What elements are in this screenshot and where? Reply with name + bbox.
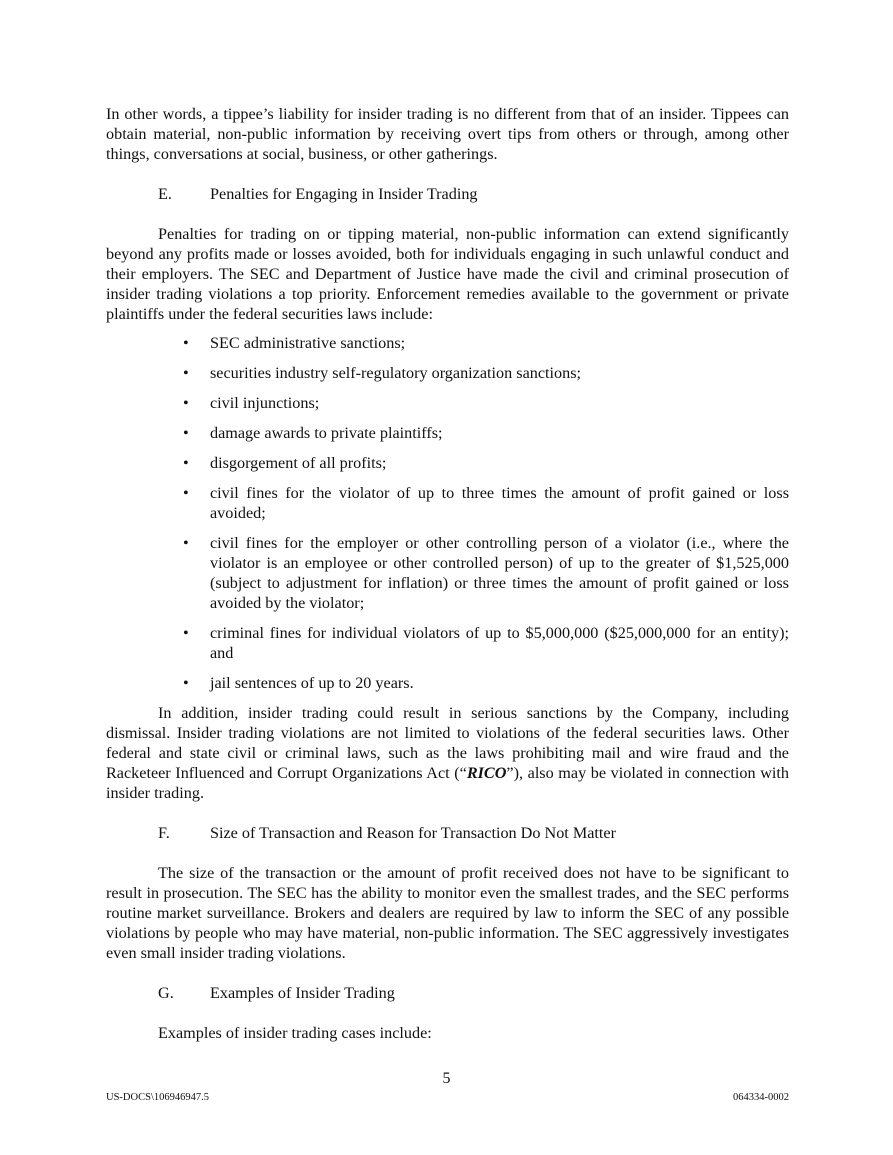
paragraph-additional-sanctions xyxy=(106,703,789,803)
additional-sanctions-text: In addition, insider trading could result in serious sanctions by the Company, including dismissal. Insider trading violations are not limited to violations of the federal securities laws. Other federal and state civil or criminal laws, such as the laws prohibiting mail and wire fraud and the Racketeer Influenced and Corrupt Organizations Act (“ xyxy=(106,704,789,782)
section-letter-e: E. xyxy=(158,185,172,203)
section-letter-f: F. xyxy=(158,824,170,842)
paragraph-penalties: Penalties for trading on or tipping material, non-public information can extend significantly beyond any profits made or losses avoided, both for individuals engaging in such unlawful conduct and their employers. The SEC and Department of Justice have made the civil and criminal prosecution of insider trading violations a top priority. Enforcement remedies available to the government or private plaintiffs under the federal securities laws include: xyxy=(106,225,789,323)
footer-doc-id: US-DOCS\106946947.5 xyxy=(106,1092,209,1103)
remedy-text: securities industry self-regulatory organization sanctions; xyxy=(210,364,582,382)
remedy-text: jail sentences of up to 20 years. xyxy=(210,674,414,692)
page-number: 5 xyxy=(442,1070,451,1087)
remedy-text: civil fines for the employer or other controlling person of a violator (i.e., where the violator is an employee or other controlled person) of up to the greater of $1,525,000 (subject to adjustment for inflation) or three times the amount of profit gained or loss avoided by the violator; xyxy=(210,534,789,612)
bullet-icon: • xyxy=(183,674,189,692)
list-item xyxy=(183,453,789,473)
bullet-icon: • xyxy=(183,624,189,642)
list-item xyxy=(183,363,789,383)
list-item xyxy=(183,623,789,663)
remedy-text: SEC administrative sanctions; xyxy=(210,334,406,352)
remedy-text: damage awards to private plaintiffs; xyxy=(210,424,443,442)
section-heading-g xyxy=(106,983,789,1003)
remedies-list xyxy=(106,333,789,693)
section-letter-g: G. xyxy=(158,984,174,1002)
remedy-text: criminal fines for individual violators of up to $5,000,000 ($25,000,000 for an entity); and xyxy=(210,624,789,662)
rico-term: RICO xyxy=(466,764,507,782)
paragraph-transaction-size: The size of the transaction or the amount of profit received does not have to be significant to result in prosecution. The SEC has the ability to monitor even the smallest trades, and the SEC performs routine market surveillance. Brokers and dealers are required by law to inform the SEC of any possible violations by people who may have material, non-public information. The SEC aggressively investigates even small insider trading violations. xyxy=(106,864,789,962)
remedy-text: civil injunctions; xyxy=(210,394,320,412)
bullet-icon: • xyxy=(183,334,189,352)
section-title-g: Examples of Insider Trading xyxy=(210,984,395,1002)
additional-sanctions-text-end: ”), also may be violated in connection with insider trading. xyxy=(106,764,789,802)
bullet-icon: • xyxy=(183,484,189,502)
section-title-f: Size of Transaction and Reason for Transaction Do Not Matter xyxy=(210,824,616,842)
bullet-icon: • xyxy=(183,364,189,382)
section-heading-e xyxy=(106,184,789,204)
section-heading-f xyxy=(106,823,789,843)
remedy-text: disgorgement of all profits; xyxy=(210,454,387,472)
bullet-icon: • xyxy=(183,394,189,412)
footer-matter-number: 064334-0002 xyxy=(733,1092,789,1103)
list-item xyxy=(183,533,789,613)
list-item xyxy=(183,333,789,353)
list-item xyxy=(183,673,789,693)
section-title-e: Penalties for Engaging in Insider Trading xyxy=(210,185,478,203)
remedy-text: civil fines for the violator of up to three times the amount of profit gained or loss avoided; xyxy=(210,484,789,522)
bullet-icon: • xyxy=(183,424,189,442)
document-page xyxy=(106,104,789,1043)
list-item xyxy=(183,483,789,523)
bullet-icon: • xyxy=(183,454,189,472)
paragraph-tippee-liability: In other words, a tippee’s liability for insider trading is no different from that of an insider. Tippees can obtain material, non-public information by receiving overt tips from others or through, among other things, conversations at social, business, or other gatherings. xyxy=(106,105,789,163)
list-item xyxy=(183,393,789,413)
list-item xyxy=(183,423,789,443)
bullet-icon: • xyxy=(183,534,189,552)
paragraph-examples-intro: Examples of insider trading cases include: xyxy=(158,1024,432,1042)
